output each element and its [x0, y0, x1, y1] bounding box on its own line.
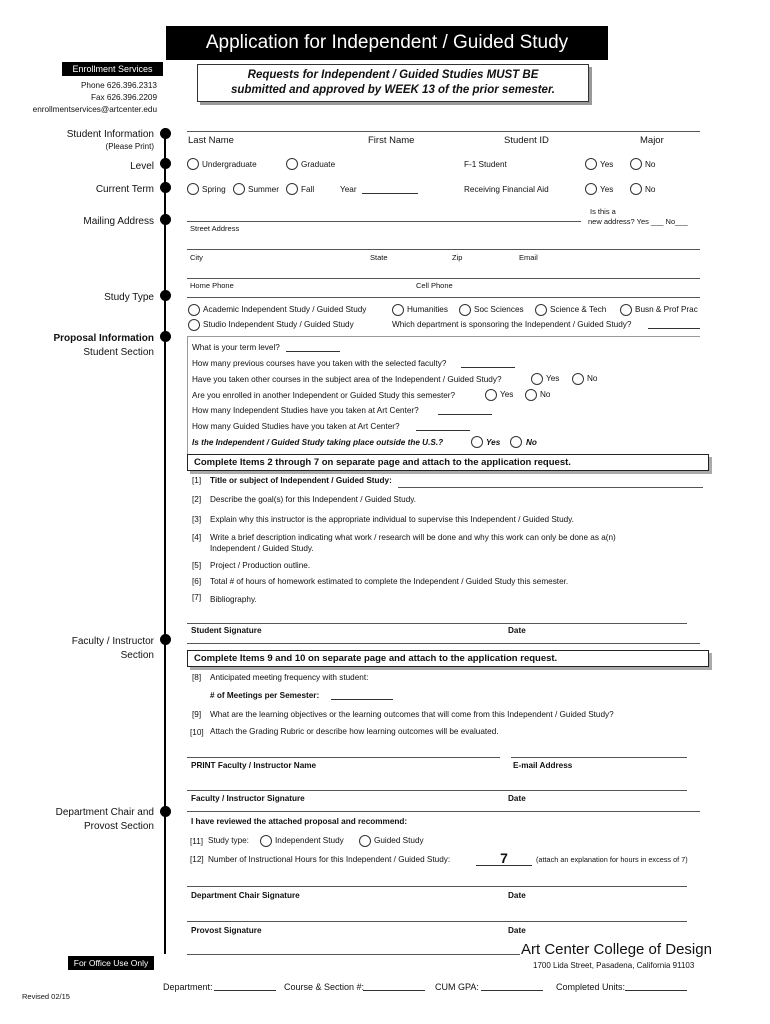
- item-2-number: [2]: [192, 495, 202, 504]
- item-4-text: Write a brief description indicating what work / research will be done and why this work can only be done as a(n): [210, 533, 616, 542]
- undergraduate-label: Undergraduate: [202, 160, 257, 169]
- item-4-number: [4]: [192, 533, 202, 542]
- guided-count-input[interactable]: [416, 423, 470, 431]
- enrolled-yes-radio[interactable]: [485, 389, 497, 401]
- outside-us-no-label: No: [526, 438, 537, 447]
- instructional-hours-input[interactable]: 7: [476, 850, 532, 866]
- section-faculty: [4, 635, 154, 662]
- provost-signature-label: Provost Signature: [191, 926, 262, 935]
- independent-count-input[interactable]: [438, 407, 492, 415]
- cum-gpa-field[interactable]: [481, 983, 543, 991]
- timeline-dot-chair: [160, 806, 171, 817]
- f1-no-label: No: [645, 160, 656, 169]
- course-section-field[interactable]: [363, 983, 425, 991]
- deadline-notice: [197, 64, 589, 102]
- soc-sciences-label: Soc Sciences: [474, 305, 524, 314]
- meetings-input[interactable]: [331, 692, 393, 700]
- department-label: Department:: [163, 982, 213, 992]
- provost-date-label: Date: [508, 926, 526, 935]
- enrollment-services-label: Enrollment Services: [62, 62, 163, 76]
- footer-rule: [187, 954, 520, 955]
- item-3-number: [3]: [192, 515, 202, 524]
- timeline-dot-student: [160, 128, 171, 139]
- chair-date-label: Date: [508, 891, 526, 900]
- item-5-text: Project / Production outline.: [210, 561, 311, 570]
- item-11-number: [11]: [190, 837, 204, 846]
- fall-label: Fall: [301, 185, 315, 194]
- faculty-date-label: Date: [508, 794, 526, 803]
- summer-label: Summer: [248, 185, 279, 194]
- item-8-text: Anticipated meeting frequency with student:: [210, 673, 369, 682]
- financial-aid-label: Receiving Financial Aid: [464, 185, 549, 194]
- faculty-signature-label: Faculty / Instructor Signature: [191, 794, 305, 803]
- year-label: Year: [340, 185, 357, 194]
- department-field[interactable]: [214, 983, 276, 991]
- item-9-number: [9]: [192, 710, 202, 719]
- section-proposal-information: [4, 332, 154, 359]
- chair-signature-line[interactable]: [187, 886, 687, 887]
- enrolled-question: Are you enrolled in another Independent or Guided Study this semester?: [192, 391, 456, 400]
- other-courses-question: Have you taken other courses in the subject area of the Independent / Guided Study?: [192, 375, 502, 384]
- department-question: Which department is sponsoring the Independent / Guided Study?: [392, 320, 632, 329]
- humanities-radio[interactable]: [392, 304, 404, 316]
- section-mailing-address: Mailing Address: [83, 216, 154, 227]
- street-address-line[interactable]: [187, 221, 581, 222]
- section-current-term: Current Term: [95, 184, 154, 195]
- study-type-label: Study type:: [208, 836, 249, 845]
- provost-signature-line[interactable]: [187, 921, 687, 922]
- timeline-dot-study-type: [160, 290, 171, 301]
- aid-yes-label: Yes: [600, 185, 614, 194]
- office-use-label: For Office Use Only: [68, 956, 154, 970]
- other-courses-no-radio[interactable]: [572, 373, 584, 385]
- items-9-10-header: Complete Items 9 and 10 on separate page and attach to the application request.: [187, 650, 709, 667]
- city-line[interactable]: [187, 249, 700, 250]
- item-6-number: [6]: [192, 577, 202, 586]
- other-courses-no-label: No: [587, 374, 598, 383]
- timeline-dot-proposal: [160, 331, 171, 342]
- f1-student-label: F-1 Student: [464, 160, 507, 169]
- faculty-name-label: PRINT Faculty / Instructor Name: [191, 761, 317, 770]
- course-section-label: Course & Section #:: [284, 982, 365, 992]
- fall-radio[interactable]: [286, 183, 298, 195]
- item-3-text: Explain why this instructor is the appropriate individual to supervise this Independent / Guided Study.: [210, 515, 574, 524]
- department-input[interactable]: [648, 321, 700, 329]
- aid-no-radio[interactable]: [630, 183, 642, 195]
- completed-units-field[interactable]: [625, 983, 687, 991]
- phone-line[interactable]: [187, 278, 700, 279]
- cell-phone-label: Cell Phone: [416, 281, 453, 290]
- timeline-dot-address: [160, 214, 171, 225]
- item-10-number: [10]: [190, 728, 204, 737]
- graduate-label: Graduate: [301, 160, 336, 169]
- f1-yes-radio[interactable]: [585, 158, 597, 170]
- enrollment-phone: Phone 626.396.2313: [80, 81, 157, 90]
- item-9-text: What are the learning objectives or the learning outcomes that will come from this Independent / Guided Study?: [210, 710, 614, 719]
- other-courses-yes-label: Yes: [546, 374, 560, 383]
- item-8-number: [8]: [192, 673, 202, 682]
- f1-no-radio[interactable]: [630, 158, 642, 170]
- item-7-text: Bibliography.: [210, 595, 257, 604]
- item-12-number: [12]: [190, 855, 204, 864]
- previous-courses-question: How many previous courses have you taken with the selected faculty?: [192, 359, 447, 368]
- item-2-text: Describe the goal(s) for this Independent / Guided Study.: [210, 495, 417, 504]
- timeline-dot-level: [160, 158, 171, 169]
- timeline-dot-term: [160, 182, 171, 193]
- outside-us-yes-radio[interactable]: [471, 436, 483, 448]
- outside-us-no-radio[interactable]: [510, 436, 522, 448]
- new-address-options[interactable]: new address? Yes ___ No___: [588, 217, 688, 226]
- email-label: Email: [519, 253, 538, 262]
- cum-gpa-label: CUM GPA:: [435, 982, 479, 992]
- college-name: Art Center College of Design: [521, 941, 712, 958]
- please-print-note: (Please Print): [105, 141, 154, 151]
- timeline-dot-faculty: [160, 634, 171, 645]
- section-sublabel: Student Section: [83, 346, 154, 358]
- academic-study-label: Academic Independent Study / Guided Study: [203, 305, 367, 314]
- other-courses-yes-radio[interactable]: [531, 373, 543, 385]
- studio-study-label: Studio Independent Study / Guided Study: [203, 320, 354, 329]
- section-student-information: [4, 128, 154, 152]
- meetings-label: # of Meetings per Semester:: [210, 691, 320, 700]
- student-date-label: Date: [508, 626, 526, 635]
- study-type-top-line: [187, 297, 700, 298]
- section-study-type: Study Type: [104, 292, 154, 303]
- page-title: Application for Independent / Guided Study: [166, 26, 608, 60]
- home-phone-label: Home Phone: [190, 281, 234, 290]
- section-label: Student Information: [66, 129, 154, 140]
- undergraduate-radio[interactable]: [187, 158, 199, 170]
- item-1-text: Title or subject of Independent / Guided Study:: [210, 476, 392, 485]
- chair-signature-label: Department Chair Signature: [191, 891, 300, 900]
- section-label: Faculty / Instructor: [71, 636, 154, 647]
- item-7-number: [7]: [192, 593, 202, 602]
- summer-radio[interactable]: [233, 183, 245, 195]
- revised-date: Revised 02/15: [22, 992, 70, 1001]
- section-label: Department Chair and: [55, 807, 154, 818]
- outside-us-question: Is the Independent / Guided Study taking place outside the U.S.?: [192, 438, 444, 447]
- student-signature-line[interactable]: [187, 623, 687, 624]
- faculty-email-line[interactable]: [511, 757, 687, 758]
- major-label[interactable]: Major: [640, 135, 664, 146]
- term-level-input[interactable]: [286, 344, 340, 352]
- item-4-text-continued: Independent / Guided Study.: [210, 544, 314, 553]
- guided-study-label: Guided Study: [374, 836, 424, 845]
- hours-note: (attach an explanation for hours in excess of 7): [536, 855, 688, 864]
- studio-study-radio[interactable]: [188, 319, 200, 331]
- guided-study-radio[interactable]: [359, 835, 371, 847]
- section-level: Level: [130, 161, 154, 172]
- faculty-signature-line[interactable]: [187, 790, 687, 791]
- guided-count-question: How many Guided Studies have you taken at Art Center?: [192, 422, 400, 431]
- faculty-name-line[interactable]: [187, 757, 500, 758]
- reviewed-statement: I have reviewed the attached proposal and recommend:: [191, 817, 408, 826]
- academic-study-radio[interactable]: [188, 304, 200, 316]
- last-name-label[interactable]: Last Name: [188, 135, 234, 146]
- name-line: [187, 131, 700, 132]
- item-1-input[interactable]: [398, 487, 703, 488]
- enrolled-yes-label: Yes: [500, 390, 514, 399]
- section-sublabel: Provost Section: [83, 820, 154, 832]
- busn-prof-label: Busn & Prof Prac: [635, 305, 698, 314]
- graduate-radio[interactable]: [286, 158, 298, 170]
- term-level-question: What is your term level?: [192, 343, 280, 352]
- f1-yes-label: Yes: [600, 160, 614, 169]
- independent-study-label: Independent Study: [275, 836, 344, 845]
- aid-yes-radio[interactable]: [585, 183, 597, 195]
- soc-sciences-radio[interactable]: [459, 304, 471, 316]
- item-1-number: [1]: [192, 476, 202, 485]
- independent-count-question: How many Independent Studies have you taken at Art Center?: [192, 406, 419, 415]
- new-address-question: Is this a: [590, 207, 616, 216]
- section-sublabel: Section: [120, 649, 154, 661]
- first-name-label[interactable]: First Name: [368, 135, 415, 146]
- year-input[interactable]: [362, 186, 418, 194]
- enrolled-no-label: No: [540, 390, 551, 399]
- zip-label: Zip: [452, 253, 463, 262]
- notice-line-2: submitted and approved by WEEK 13 of the prior semester.: [231, 84, 555, 96]
- item-5-number: [5]: [192, 561, 202, 570]
- science-tech-radio[interactable]: [535, 304, 547, 316]
- enrollment-email: enrollmentservices@artcenter.edu: [32, 105, 157, 114]
- college-address: 1700 Lida Street, Pasadena, California 91103: [533, 961, 695, 970]
- student-section-bottom-line: [187, 643, 700, 644]
- section-timeline: [164, 128, 166, 954]
- faculty-section-bottom-line: [187, 811, 700, 812]
- item-10-text: Attach the Grading Rubric or describe how learning outcomes will be evaluated.: [210, 727, 499, 736]
- humanities-label: Humanities: [407, 305, 448, 314]
- spring-radio[interactable]: [187, 183, 199, 195]
- section-label: Proposal Information: [53, 333, 154, 344]
- items-2-7-header: Complete Items 2 through 7 on separate page and attach to the application request.: [187, 454, 709, 471]
- section-chair-provost: [4, 806, 154, 833]
- item-6-text: Total # of hours of homework estimated to complete the Independent / Guided Study this semester.: [210, 577, 569, 586]
- aid-no-label: No: [645, 185, 656, 194]
- hours-label: Number of Instructional Hours for this Independent / Guided Study:: [208, 855, 451, 864]
- enrolled-no-radio[interactable]: [525, 389, 537, 401]
- city-label: City: [190, 253, 203, 262]
- enrollment-fax: Fax 626.396.2209: [90, 93, 157, 102]
- faculty-email-label: E-mail Address: [513, 761, 573, 770]
- street-address-label: Street Address: [190, 224, 240, 233]
- science-tech-label: Science & Tech: [550, 305, 607, 314]
- notice-line-1: Requests for Independent / Guided Studies MUST BE: [247, 69, 539, 81]
- busn-prof-radio[interactable]: [620, 304, 632, 316]
- previous-courses-input[interactable]: [461, 360, 515, 368]
- student-id-label[interactable]: Student ID: [504, 135, 549, 146]
- independent-study-radio[interactable]: [260, 835, 272, 847]
- completed-units-label: Completed Units:: [556, 982, 626, 992]
- outside-us-yes-label: Yes: [486, 438, 501, 447]
- student-signature-label: Student Signature: [191, 626, 262, 635]
- state-label: State: [370, 253, 388, 262]
- spring-label: Spring: [202, 185, 226, 194]
